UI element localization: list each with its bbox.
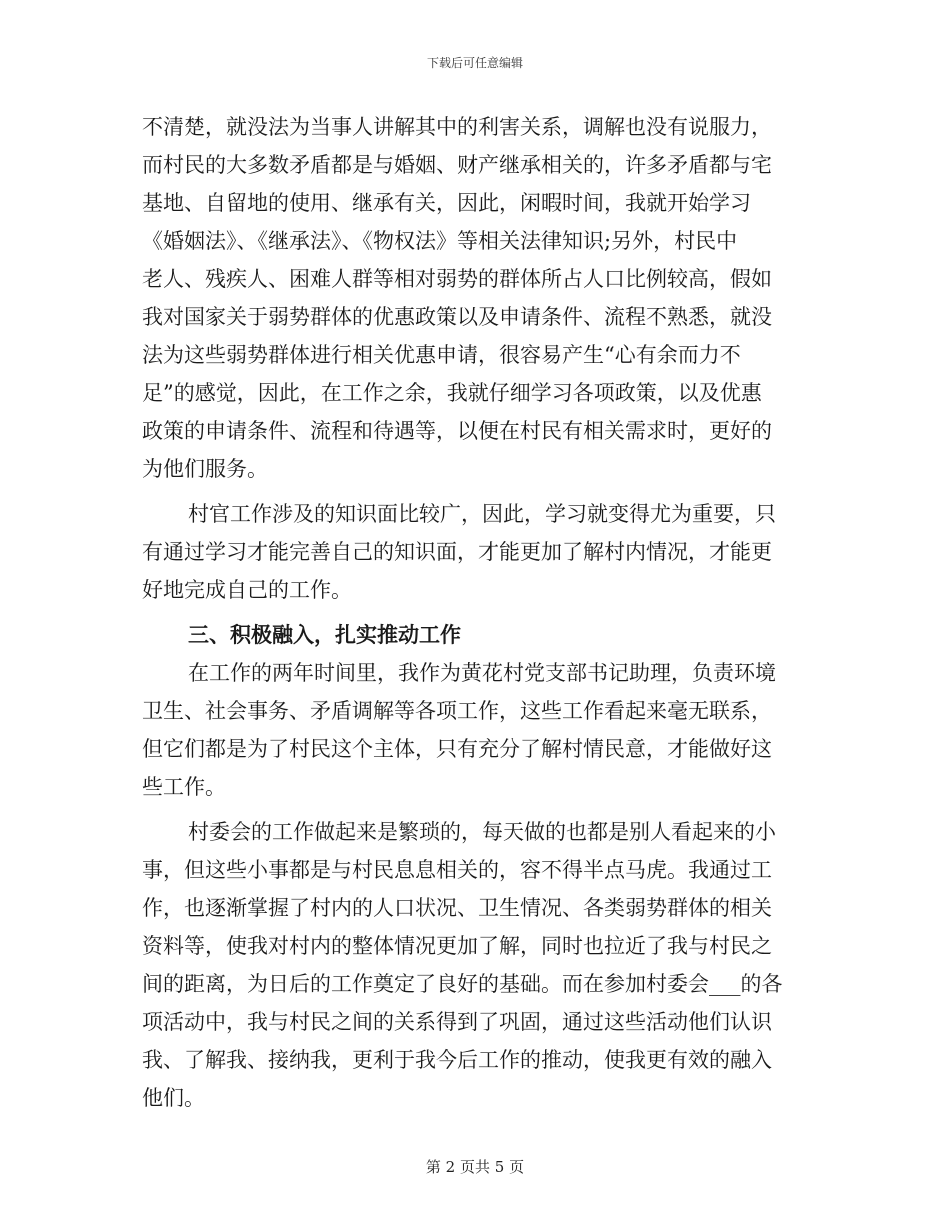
document-body <box>142 108 802 1117</box>
text-line: 在工作的两年时间里，我作为黄花村党支部书记助理，负责环境 <box>188 661 776 685</box>
text-line: 间的距离，为日后的工作奠定了良好的基础。而在参加村委会___的各 <box>142 972 783 996</box>
text-line: 些工作。 <box>142 775 226 799</box>
paragraph <box>142 654 802 806</box>
text-line: 好地完成自己的工作。 <box>142 578 352 602</box>
text-line: 《婚姻法》、《继承法》、《物权法》等相关法律知识;另外，村民中 <box>142 229 738 253</box>
text-line: 我、了解我、接纳我，更利于我今后工作的推动，使我更有效的融入 <box>142 1048 772 1072</box>
paragraph <box>142 813 802 1117</box>
text-line: 村委会的工作做起来是繁琐的，每天做的也都是别人看起来的小 <box>188 820 776 844</box>
text-line: 老人、残疾人、困难人群等相对弱势的群体所占人口比例较高，假如 <box>142 267 772 291</box>
text-line: 政策的申请条件、流程和待遇等，以便在村民有相关需求时，更好的 <box>142 419 772 443</box>
text-line: 资料等，使我对村内的整体情况更加了解，同时也拉近了我与村民之 <box>142 934 772 958</box>
page-header: 下载后可任意编辑 <box>426 56 523 70</box>
section-heading: 三、积极融入，扎实推动工作 <box>188 622 461 647</box>
paragraph <box>142 495 802 609</box>
text-line: 但它们都是为了村民这个主体，只有充分了解村情民意，才能做好这 <box>142 737 772 761</box>
text-line: 卫生、社会事务、矛盾调解等各项工作，这些工作看起来毫无联系， <box>142 699 772 723</box>
text-line: 事，但这些小事都是与村民息息相关的，容不得半点马虎。我通过工 <box>142 858 772 882</box>
text-line: 作，也逐渐掌握了村内的人口状况、卫生情况、各类弱势群体的相关 <box>142 896 772 920</box>
text-line: 法为这些弱势群体进行相关优惠申请，很容易产生“心有余而力不 <box>142 343 741 367</box>
text-line: 而村民的大多数矛盾都是与婚姻、财产继承相关的，许多矛盾都与宅 <box>142 153 772 177</box>
text-line: 有通过学习才能完善自己的知识面，才能更加了解村内情况，才能更 <box>142 540 772 564</box>
text-line: 我对国家关于弱势群体的优惠政策以及申请条件、流程不熟悉，就没 <box>142 305 772 329</box>
text-line: 村官工作涉及的知识面比较广，因此，学习就变得尤为重要，只 <box>188 502 776 526</box>
text-line: 不清楚，就没法为当事人讲解其中的利害关系，调解也没有说服力， <box>142 115 772 139</box>
text-line: 为他们服务。 <box>142 457 268 481</box>
text-line: 项活动中，我与村民之间的关系得到了巩固，通过这些活动他们认识 <box>142 1010 772 1034</box>
text-line: 足”的感觉，因此，在工作之余，我就仔细学习各项政策，以及优惠 <box>142 381 762 405</box>
text-line: 基地、自留地的使用、继承有关，因此，闲暇时间，我就开始学习 <box>142 191 751 215</box>
paragraph <box>142 108 802 488</box>
page-number: 第 2 页共 5 页 <box>425 1158 525 1176</box>
text-line: 他们。 <box>142 1086 205 1110</box>
